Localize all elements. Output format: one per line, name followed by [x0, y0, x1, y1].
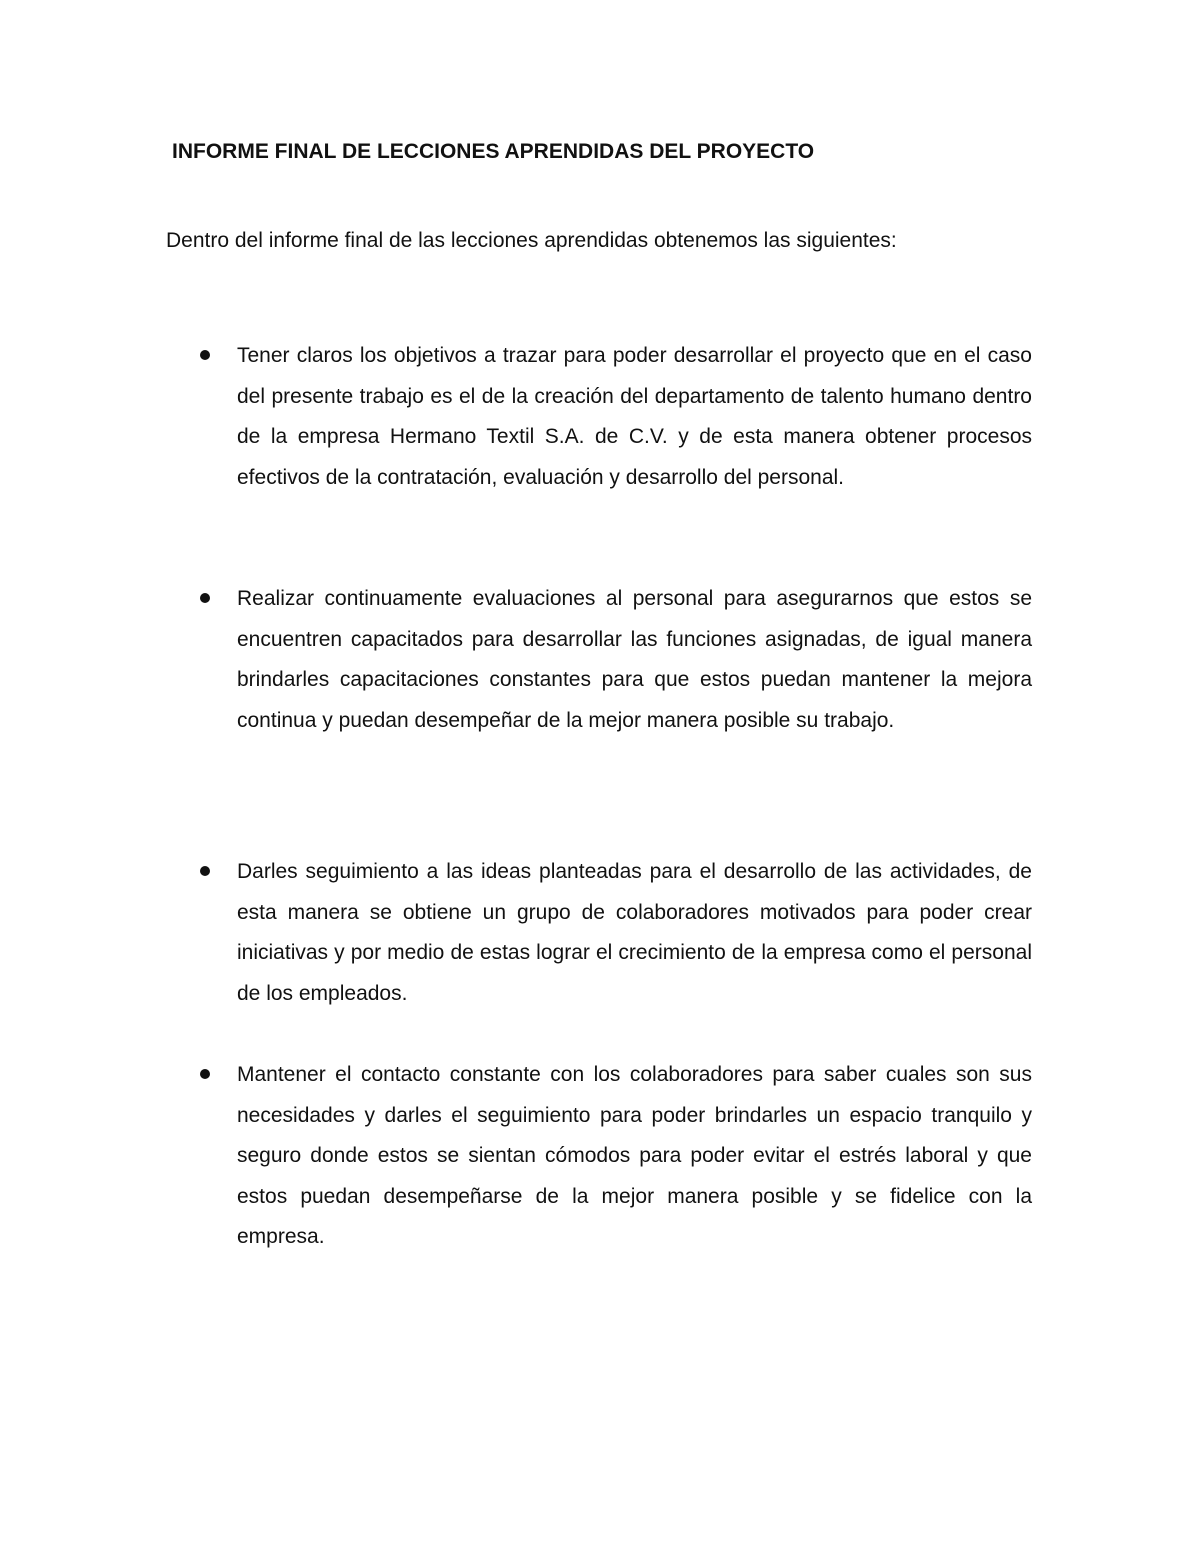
list-item-text: Darles seguimiento a las ideas planteadas para el desarrollo de las actividades, de esta manera se obtiene un grupo de colaboradores motivados para poder crear iniciativas y por medio de estas lograr el crecimiento de la empresa como el personal de los empleados.: [237, 860, 1032, 1005]
document-title: INFORME FINAL DE LECCIONES APRENDIDAS DEL PROYECTO: [172, 140, 815, 163]
list-item-text: Tener claros los objetivos a trazar para poder desarrollar el proyecto que en el caso del presente trabajo es el de la creación del departamento de talento humano dentro de la empresa Hermano Textil S.A. de C.V. y de esta manera obtener procesos efectivos de la contratación, evaluación y desarrollo del personal.: [237, 344, 1032, 489]
list-item: [237, 336, 1032, 498]
bullet-icon: [200, 350, 210, 360]
list-item-text: Mantener el contacto constante con los colaboradores para saber cuales son sus necesidades y darles el seguimiento para poder brindarles un espacio tranquilo y seguro donde estos se sientan cómodos para poder evitar el estrés laboral y que estos puedan desempeñarse de la mejor manera posible y se fidelice con la empresa.: [237, 1063, 1032, 1248]
list-item: [237, 852, 1032, 1014]
bullet-icon: [200, 593, 210, 603]
list-item: [237, 1055, 1032, 1258]
bullet-icon: [200, 1069, 210, 1079]
list-item: [237, 579, 1032, 741]
list-item-text: Realizar continuamente evaluaciones al personal para asegurarnos que estos se encuentren capacitados para desarrollar las funciones asignadas, de igual manera brindarles capacitaciones constantes para que estos puedan mantener la mejora continua y puedan desempeñar de la mejor manera posible su trabajo.: [237, 587, 1032, 732]
bullet-icon: [200, 866, 210, 876]
intro-paragraph: Dentro del informe final de las lecciones aprendidas obtenemos las siguientes:: [166, 229, 897, 252]
